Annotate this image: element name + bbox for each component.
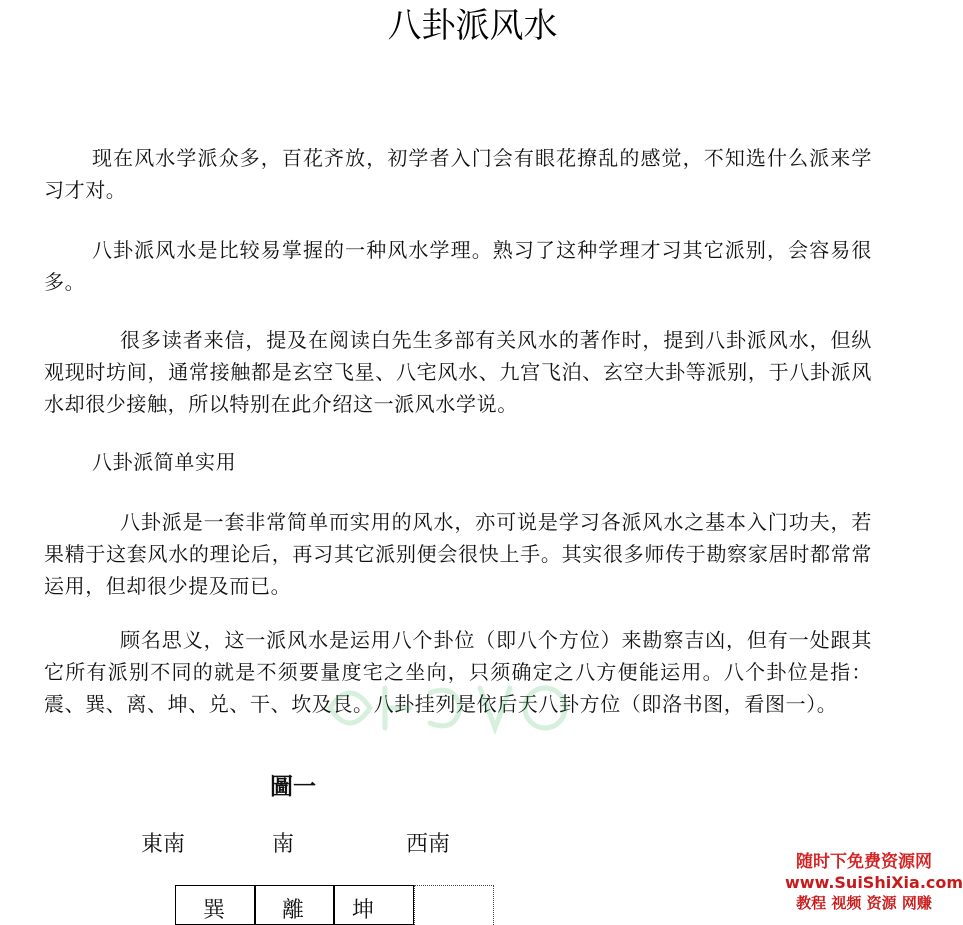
- badge-line-2: www.SuiShiXia.com: [785, 873, 963, 892]
- direction-southeast: 東南: [141, 832, 186, 857]
- paragraph-intro: 现在风水学派众多，百花齐放，初学者入门会有眼花撩乱的感觉，不知选什么派来学习才对。: [44, 146, 872, 202]
- badge-line-1: 随时下免费资源网: [796, 852, 932, 872]
- direction-south: 南: [272, 832, 295, 857]
- trigram-xun-label: 巽: [203, 898, 226, 923]
- badge-line-3: 教程 视频 资源 网赚: [796, 894, 932, 912]
- watermark-logo: [310, 668, 580, 748]
- figure-title: 圖一: [270, 774, 316, 800]
- page-title: 八卦派风水: [387, 6, 558, 46]
- trigram-kun-label: 坤: [352, 898, 375, 923]
- section-heading: 八卦派简单实用: [92, 450, 237, 474]
- direction-southwest: 西南: [406, 832, 451, 857]
- trigram-li-label: 離: [282, 898, 305, 923]
- paragraph-readers: 很多读者来信，提及在阅读白先生多部有关风水的著作时，提到八卦派风水，但纵观现时坊间，通常接触都是玄空飞星、八宅风水、九宫飞泊、玄空大卦等派别，于八卦派风水却很少接触，所以特别在此介绍这一派风水学说。: [44, 328, 872, 416]
- paragraph-easy: 八卦派风水是比较易掌握的一种风水学理。熟习了这种学理才习其它派别，会容易很多。: [44, 238, 872, 294]
- site-badge: [785, 851, 963, 915]
- paragraph-simple: 八卦派是一套非常简单而实用的风水，亦可说是学习各派风水之基本入门功夫，若果精于这套风水的理论后，再习其它派别便会很快上手。其实很多师传于勘察家居时都常常运用，但却很少提及而已。: [44, 510, 872, 598]
- dotted-cell: [414, 885, 494, 925]
- paragraph-meaning: 顾名思义，这一派风水是运用八个卦位（即八个方位）来勘察吉凶，但有一处跟其它所有派别不同的就是不须要量度宅之坐向，只须确定之八方便能运用。八个卦位是指：震、巽、离、坤、兑、干、坎及艮。八卦挂列是依后天八卦方位（即洛书图，看图一）。: [44, 628, 872, 716]
